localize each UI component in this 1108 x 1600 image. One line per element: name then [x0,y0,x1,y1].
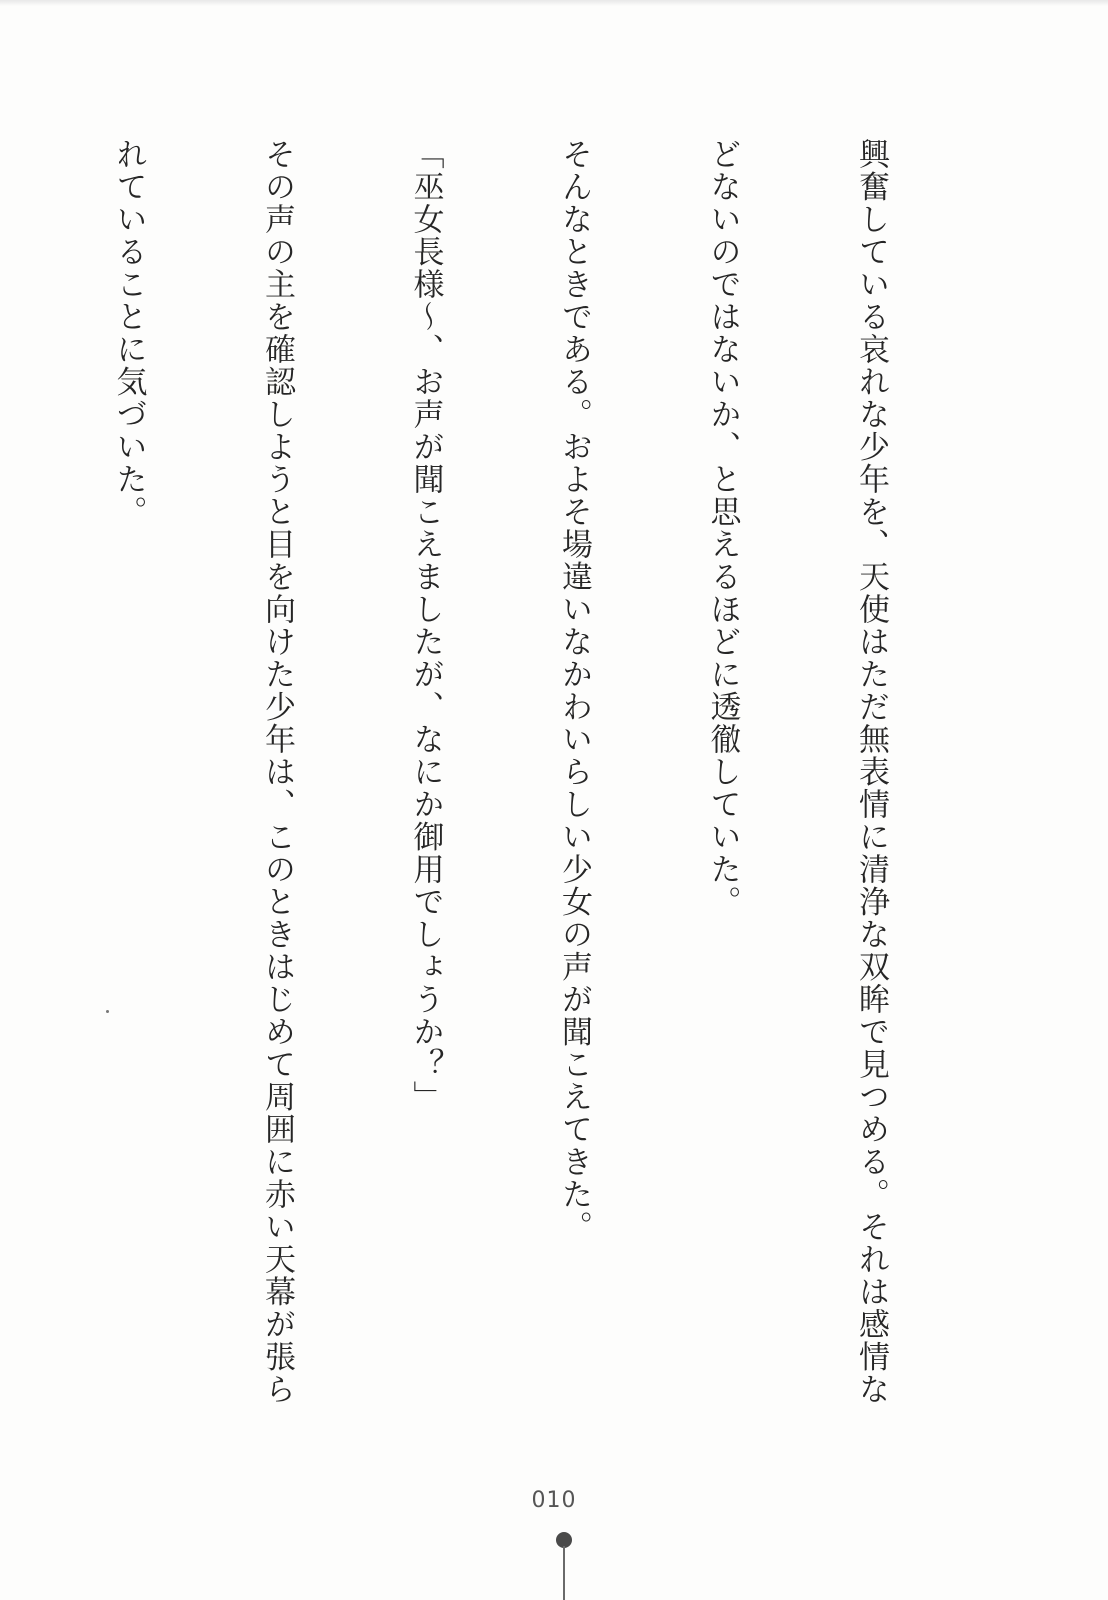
text-line: その声の主を確認しようと目を向けた少年は、このときはじめて周囲に赤い天幕が張ら [259,138,295,1406]
page-number: 010 [531,1488,577,1513]
text-line: れていることに気づいた。 [110,138,147,528]
page-marker-line [563,1546,565,1600]
vertical-text-body [0,138,994,1478]
scan-edge [0,0,1108,6]
scan-speck [106,1010,109,1013]
text-line: 「巫女長様～、お声が聞こえましたが、なにか御用でしょうか？」 [407,138,444,1113]
text-line: そんなときである。およそ場違いなかわいらしい少女の声が聞こえてきた。 [556,138,592,1243]
text-line [0,138,4,1478]
text-line: 興奮している哀れな少年を、天使はただ無表情に清浄な双眸で見つめる。それは感情な [853,138,889,1406]
text-line: どないのではないか、と思えるほどに透徹していた。 [704,138,741,918]
